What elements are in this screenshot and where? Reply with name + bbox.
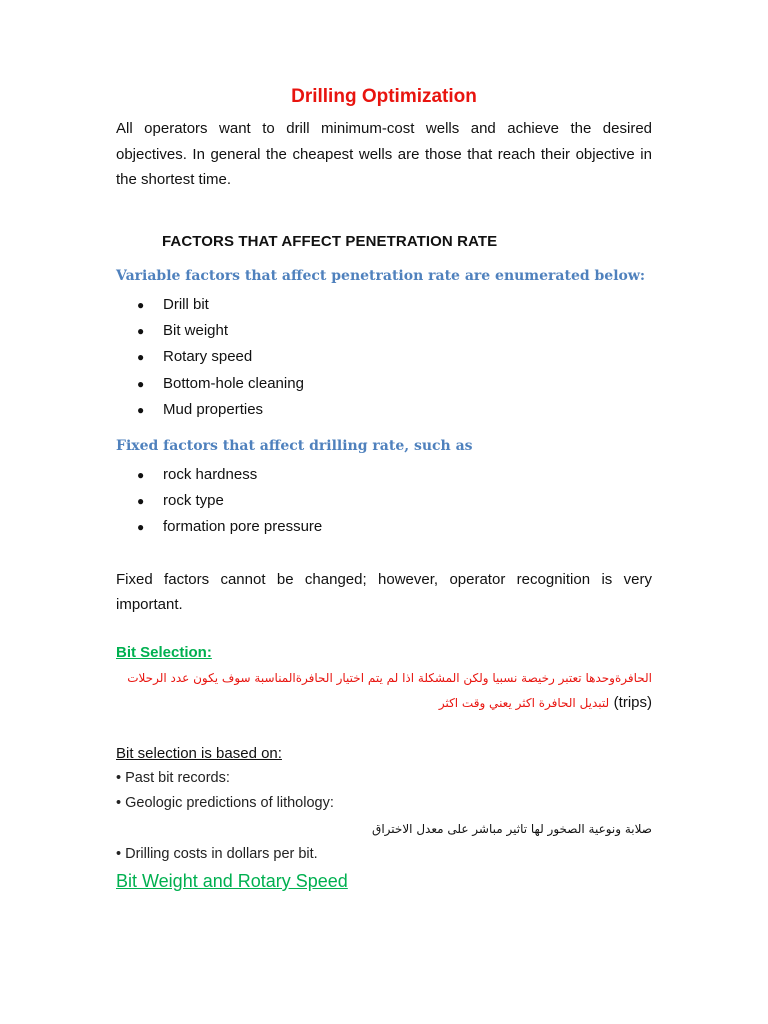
- variable-factors-list: [137, 292, 304, 423]
- bullet-icon: ●: [137, 376, 145, 391]
- bit-weight-rotary-speed-heading: Bit Weight and Rotary Speed: [116, 871, 348, 891]
- fixed-factors-heading: Fixed factors that affect drilling rate, such as: [116, 438, 473, 454]
- arabic-note-line-1: الحافرةوحدها تعتبر رخيصة نسبيا ولكن المشكلة اذا لم يتم اختيار الحافرةالمناسبة سوف يكون عدد الرحلات: [127, 671, 652, 685]
- bullet-icon: ●: [137, 298, 145, 312]
- bullet-icon: ●: [137, 402, 145, 417]
- list-item: • Drilling costs in dollars per bit.: [116, 846, 318, 862]
- list-item: ● Rotary speed: [137, 344, 304, 370]
- section-heading: FACTORS THAT AFFECT PENETRATION RATE: [162, 233, 498, 250]
- bullet-icon: ●: [137, 520, 145, 535]
- list-item: ● Bit weight: [137, 318, 304, 344]
- list-item: ● rock type: [137, 488, 322, 514]
- page-title: Drilling Optimization: [291, 86, 477, 107]
- variable-factors-heading: Variable factors that affect penetration rate are enumerated below:: [116, 268, 646, 284]
- list-item: ● Mud properties: [137, 397, 304, 423]
- fixed-factors-list: [137, 462, 322, 541]
- bullet-icon: ●: [137, 350, 145, 365]
- list-item: ● rock hardness: [137, 462, 322, 488]
- list-item: ● Bottom-hole cleaning: [137, 371, 304, 397]
- list-item: ● Drill bit: [137, 292, 304, 318]
- bullet-icon: ●: [137, 494, 145, 509]
- arabic-note-text: لتبديل الحافرة اكثر يعني وقت اكثر: [438, 696, 610, 710]
- arabic-note-line-2: [439, 694, 652, 712]
- bit-selection-basis: Bit selection is based on:: [116, 745, 282, 762]
- intro-paragraph: All operators want to drill minimum-cost wells and achieve the desired objectives. In general the cheapest wells are those that reach their objective in the shortest time.: [116, 120, 652, 188]
- bit-selection-heading: Bit Selection:: [116, 644, 212, 661]
- bullet-icon: ●: [137, 324, 145, 339]
- arabic-note-line-3: صلابة ونوعية الصخور لها تاثير مباشر على معدل الاختراق: [372, 822, 652, 836]
- trips-label: (trips): [613, 694, 652, 711]
- bullet-icon: ●: [137, 468, 145, 482]
- fixed-factors-note: Fixed factors cannot be changed; however, operator recognition is very important.: [116, 571, 652, 613]
- list-item: • Past bit records:: [116, 770, 230, 786]
- list-item: • Geologic predictions of lithology:: [116, 795, 334, 811]
- list-item: ● formation pore pressure: [137, 514, 322, 540]
